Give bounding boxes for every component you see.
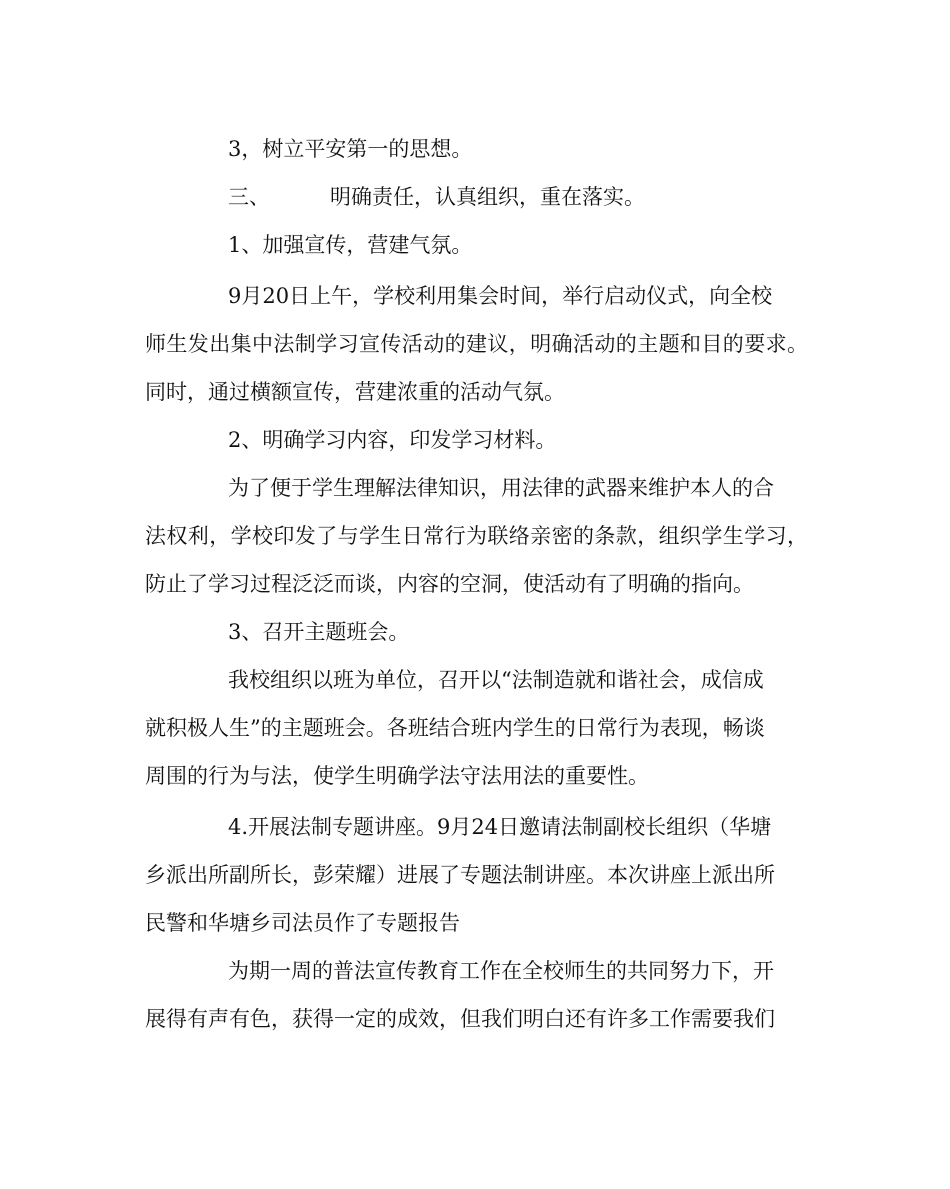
list-item: 3，树立平安第一的思想。 <box>228 137 473 161</box>
subheading: 2、明确学习内容，印发学习材料。 <box>228 428 557 452</box>
paragraph-line: 就积极人生”的主题班会。各班结合班内学生的日常行为表现，畅谈 <box>145 716 765 740</box>
paragraph-line: 为期一周的普法宣传教育工作在全校师生的共同努力下，开 <box>228 959 774 983</box>
paragraph-line: 周围的行为与法，使学生明确学法守法用法的重要性。 <box>145 764 649 788</box>
subheading: 3、召开主题班会。 <box>228 620 410 644</box>
paragraph-line: 4.开展法制专题讲座。9月24日邀请法制副校长组织（华塘 <box>228 815 772 839</box>
paragraph-line: 法权利，学校印发了与学生日常行为联络亲密的条款，组织学生学习， <box>145 524 808 548</box>
paragraph-line: 我校组织以班为单位，召开以“法制造就和谐社会，成信成 <box>228 668 764 692</box>
paragraph-line: 展得有声有色，获得一定的成效，但我们明白还有许多工作需要我们 <box>145 1007 775 1031</box>
paragraph-line: 防止了学习过程泛泛而谈，内容的空洞，使活动有了明确的指向。 <box>145 572 754 596</box>
paragraph-line: 为了便于学生理解法律知识，用法律的武器来维护本人的合 <box>228 476 774 500</box>
paragraph-line: 民警和华塘乡司法员作了专题报告 <box>145 911 460 935</box>
paragraph-line: 9月20日上午，学校利用集会时间，举行启动仪式，向全校 <box>228 284 773 308</box>
paragraph-line: 乡派出所副所长，彭荣耀）进展了专题法制讲座。本次讲座上派出所 <box>145 863 775 887</box>
section-number: 三、 <box>228 185 270 209</box>
section-heading: 明确责任，认真组织，重在落实。 <box>330 185 645 209</box>
subheading: 1、加强宣传，营建气氛。 <box>228 233 473 257</box>
paragraph-line: 同时，通过横额宣传，营建浓重的活动气氛。 <box>145 380 565 404</box>
paragraph-line: 师生发出集中法制学习宣传活动的建议，明确活动的主题和目的要求。 <box>145 332 808 356</box>
